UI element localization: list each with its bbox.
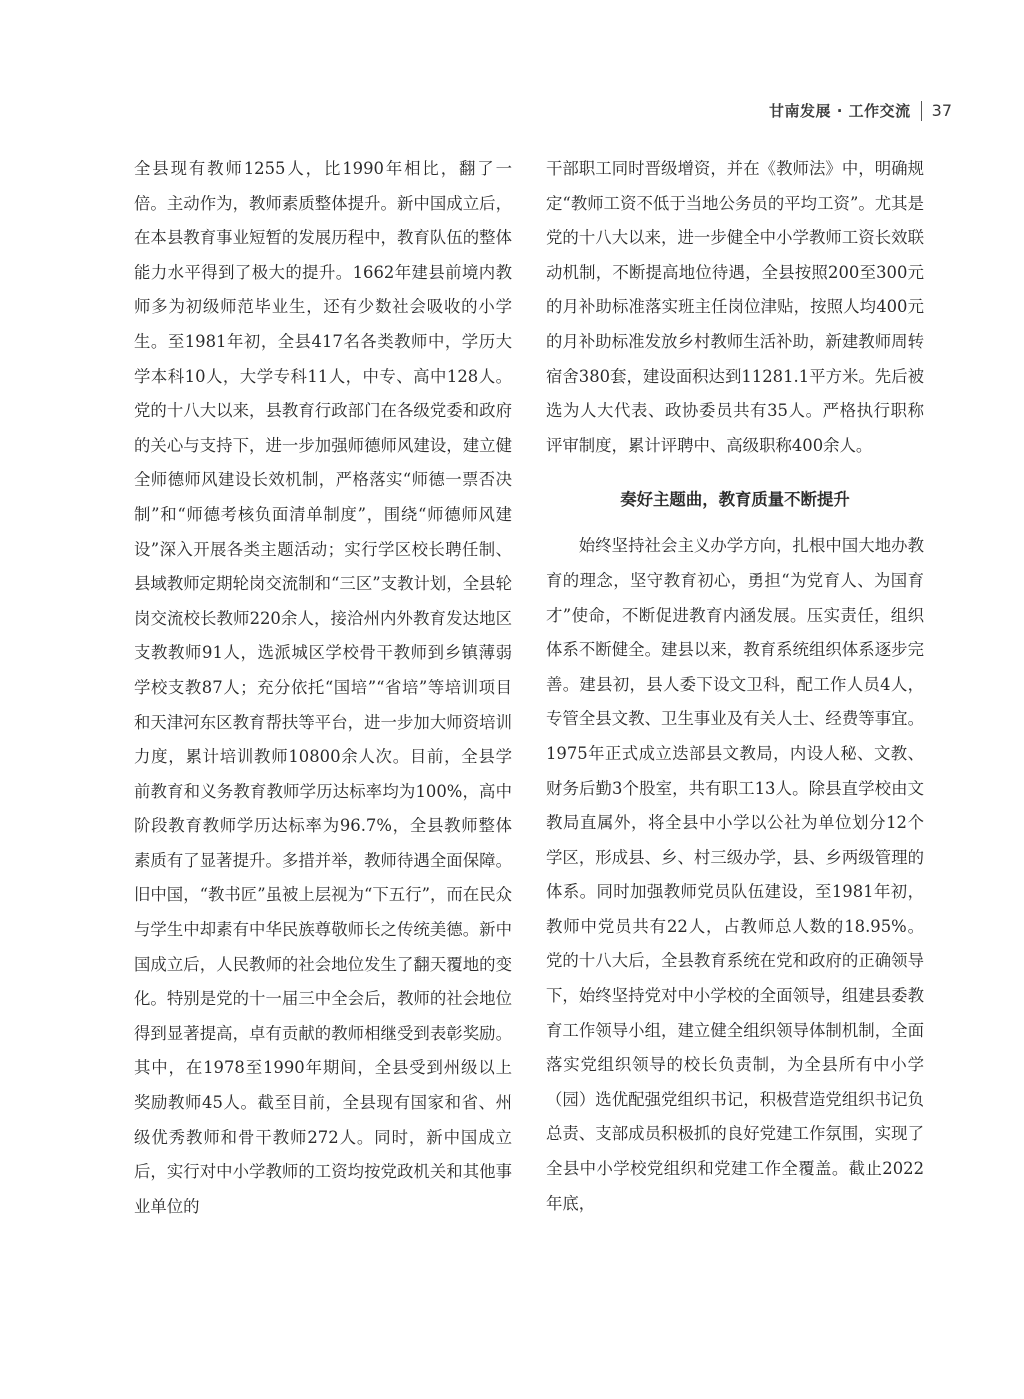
running-header xyxy=(769,100,952,121)
header-section-title: 甘南发展 · 工作交流 xyxy=(768,102,911,120)
page-number: 37 xyxy=(931,101,952,120)
section-subheading: 奏好主题曲，教育质量不断提升 xyxy=(620,490,850,510)
left-column xyxy=(134,152,512,1224)
body-paragraph: 全县现有教师1255人，比1990年相比，翻了一倍。主动作为，教师素质整体提升。新中国成立后，在本县教育事业短暂的发展历程中，教育队伍的整体能力水平得到了极大的提升。1662年建县前境内教师多为初级师范毕业生，还有少数社会吸收的小学生。至1981年初，全县417名各类教师中，学历大学本科10人，大学专科11人，中专、高中128人。党的十八大以来，县教育行政部门在各级党委和政府的关心与支持下，进一步加强师德师风建设，建立健全师德师风建设长效机制，严格落实“师德一票否决制”和“师德考核负面清单制度”，围绕“师德师风建设”深入开展各类主题活动；实行学区校长聘任制、县域教师定期轮岗交流制和“三区”支教计划，全县轮岗交流校长教师220余人，接洽州内外教育发达地区支教教师91人，选派城区学校骨干教师到乡镇薄弱学校支教87人；充分依托“国培”“省培”等培训项目和天津河东区教育帮扶等平台，进一步加大师资培训力度，累计培训教师10800余人次。目前，全县学前教育和义务教育教师学历达标率均为100%，高中阶段教育教师学历达标率为96.7%，全县教师整体素质有了显著提升。多措并举，教师待遇全面保障。旧中国，“教书匠”虽被上层视为“下五行”，而在民众与学生中却素有中华民族尊敬师长之传统美德。新中国成立后，人民教师的社会地位发生了翻天覆地的变化。特别是党的十一届三中全会后，教师的社会地位得到显著提高，卓有贡献的教师相继受到表彰奖励。其中，在1978至1990年期间，全县受到州级以上奖励教师45人。截至目前，全县现有国家和省、州级优秀教师和骨干教师272人。同时，新中国成立后，实行对中小学教师的工资均按党政机关和其他事业单位的 xyxy=(134,159,512,1216)
header-divider xyxy=(921,101,922,121)
body-paragraph: 始终坚持社会主义办学方向，扎根中国大地办教育的理念，坚守教育初心，勇担“为党育人、为国育才”使命，不断促进教育内涵发展。压实责任，组织体系不断健全。建县以来，教育系统组织体系逐步完善。建县初，县人委下设文卫科，配工作人员4人，专管全县文教、卫生事业及有关人士、经费等事宜。1975年正式成立迭部县文教局，内设人秘、文教、财务后勤3个股室，共有职工13人。除县直学校由文教局直属外，将全县中小学以公社为单位划分12个学区，形成县、乡、村三级办学，县、乡两级管理的体系。同时加强教师党员队伍建设，至1981年初，教师中党员共有22人，占教师总人数的18.95%。党的十八大后，全县教育系统在党和政府的正确领导下，始终坚持党对中小学校的全面领导，组建县委教育工作领导小组，建立健全组织领导体制机制，全面落实党组织领导的校长负责制，为全县所有中小学（园）选优配强党组织书记，积极营造党组织书记负总责、支部成员积极抓的良好党建工作氛围，实现了全县中小学校党组织和党建工作全覆盖。截止2022年底， xyxy=(546,536,924,1213)
right-column xyxy=(546,152,924,1221)
body-paragraph: 干部职工同时晋级增资，并在《教师法》中，明确规定“教师工资不低于当地公务员的平均工资”。尤其是党的十八大以来，进一步健全中小学教师工资长效联动机制，不断提高地位待遇，全县按照200至300元的月补助标准落实班主任岗位津贴，按照人均400元的月补助标准发放乡村教师生活补助，新建教师周转宿舍380套，建设面积达到11281.1平方米。先后被选为人大代表、政协委员共有35人。严格执行职称评审制度，累计评聘中、高级职称400余人。 xyxy=(546,159,924,455)
